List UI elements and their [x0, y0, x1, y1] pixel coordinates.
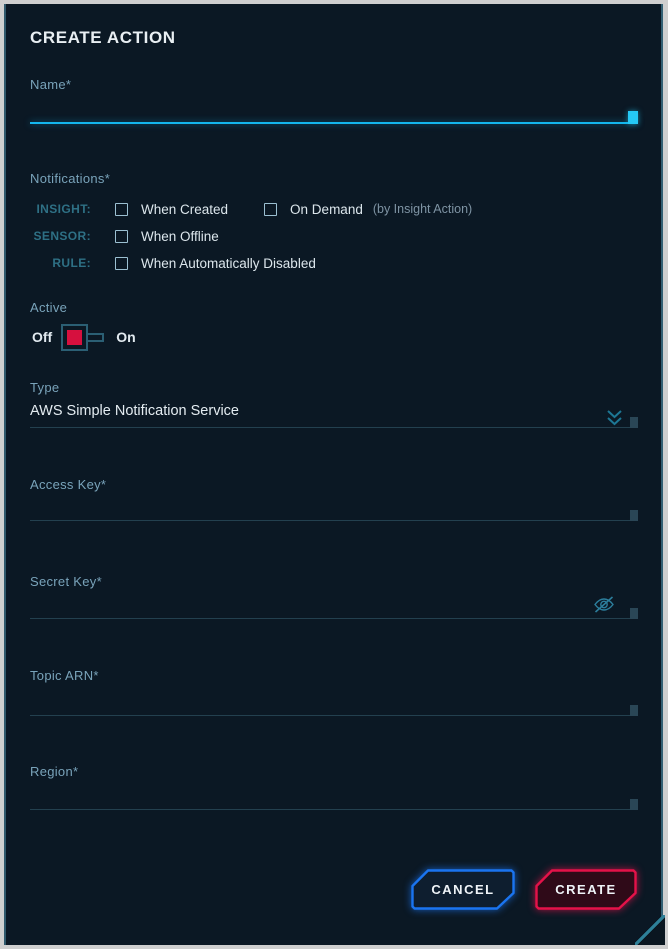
access-key-underline	[30, 520, 638, 521]
on-demand-label: On Demand	[290, 201, 363, 217]
cancel-button-label: CANCEL	[431, 882, 495, 897]
region-underline-cap	[630, 799, 638, 810]
type-select[interactable]: AWS Simple Notification Service	[30, 403, 239, 419]
when-auto-disabled-label: When Automatically Disabled	[141, 255, 316, 271]
notifications-row-rule	[30, 254, 316, 272]
access-key-input[interactable]	[30, 492, 638, 520]
chevron-double-down-icon[interactable]	[606, 409, 623, 432]
dialog-resize-corner	[635, 915, 665, 945]
when-auto-disabled-checkbox[interactable]	[115, 257, 128, 270]
access-key-label: Access Key*	[30, 477, 107, 492]
topic-arn-input[interactable]	[30, 687, 638, 715]
toggle-knob-off	[67, 330, 82, 345]
topic-arn-underline-cap	[630, 705, 638, 716]
topic-arn-label: Topic ARN*	[30, 668, 99, 683]
when-created-label: When Created	[141, 201, 229, 217]
toggle-on-label: On	[116, 329, 136, 345]
insight-category-label: INSIGHT:	[36, 202, 91, 216]
notifications-row-sensor	[30, 227, 219, 245]
on-demand-checkbox[interactable]	[264, 203, 277, 216]
on-demand-note: (by Insight Action)	[372, 202, 473, 216]
type-underline-cap	[630, 417, 638, 428]
topic-arn-underline	[30, 715, 638, 716]
notifications-label: Notifications*	[30, 171, 111, 186]
type-label: Type	[30, 380, 60, 395]
create-button-label: CREATE	[555, 882, 617, 897]
type-underline	[30, 427, 638, 428]
when-created-checkbox[interactable]	[115, 203, 128, 216]
create-button[interactable]	[535, 869, 637, 910]
name-underline-cap	[628, 111, 638, 124]
secret-key-label: Secret Key*	[30, 574, 102, 589]
secret-key-underline	[30, 618, 638, 619]
eye-off-icon[interactable]	[592, 595, 616, 619]
when-offline-label: When Offline	[141, 228, 219, 244]
dialog-title: CREATE ACTION	[30, 28, 176, 47]
access-key-underline-cap	[630, 510, 638, 521]
name-input[interactable]	[30, 94, 638, 122]
region-underline	[30, 809, 638, 810]
region-input[interactable]	[30, 781, 638, 809]
secret-key-input[interactable]	[30, 590, 586, 618]
rule-category-label: RULE:	[52, 256, 91, 270]
name-underline	[30, 122, 638, 124]
secret-key-underline-cap	[630, 608, 638, 619]
name-label: Name*	[30, 77, 72, 92]
active-toggle-row	[32, 322, 136, 352]
when-offline-checkbox[interactable]	[115, 230, 128, 243]
cancel-button[interactable]	[411, 869, 515, 910]
notifications-row-insight	[30, 200, 472, 218]
active-toggle[interactable]	[61, 324, 88, 351]
toggle-track	[88, 333, 104, 342]
region-label: Region*	[30, 764, 79, 779]
active-label: Active	[30, 300, 68, 315]
sensor-category-label: SENSOR:	[33, 229, 91, 243]
toggle-off-label: Off	[32, 329, 53, 345]
